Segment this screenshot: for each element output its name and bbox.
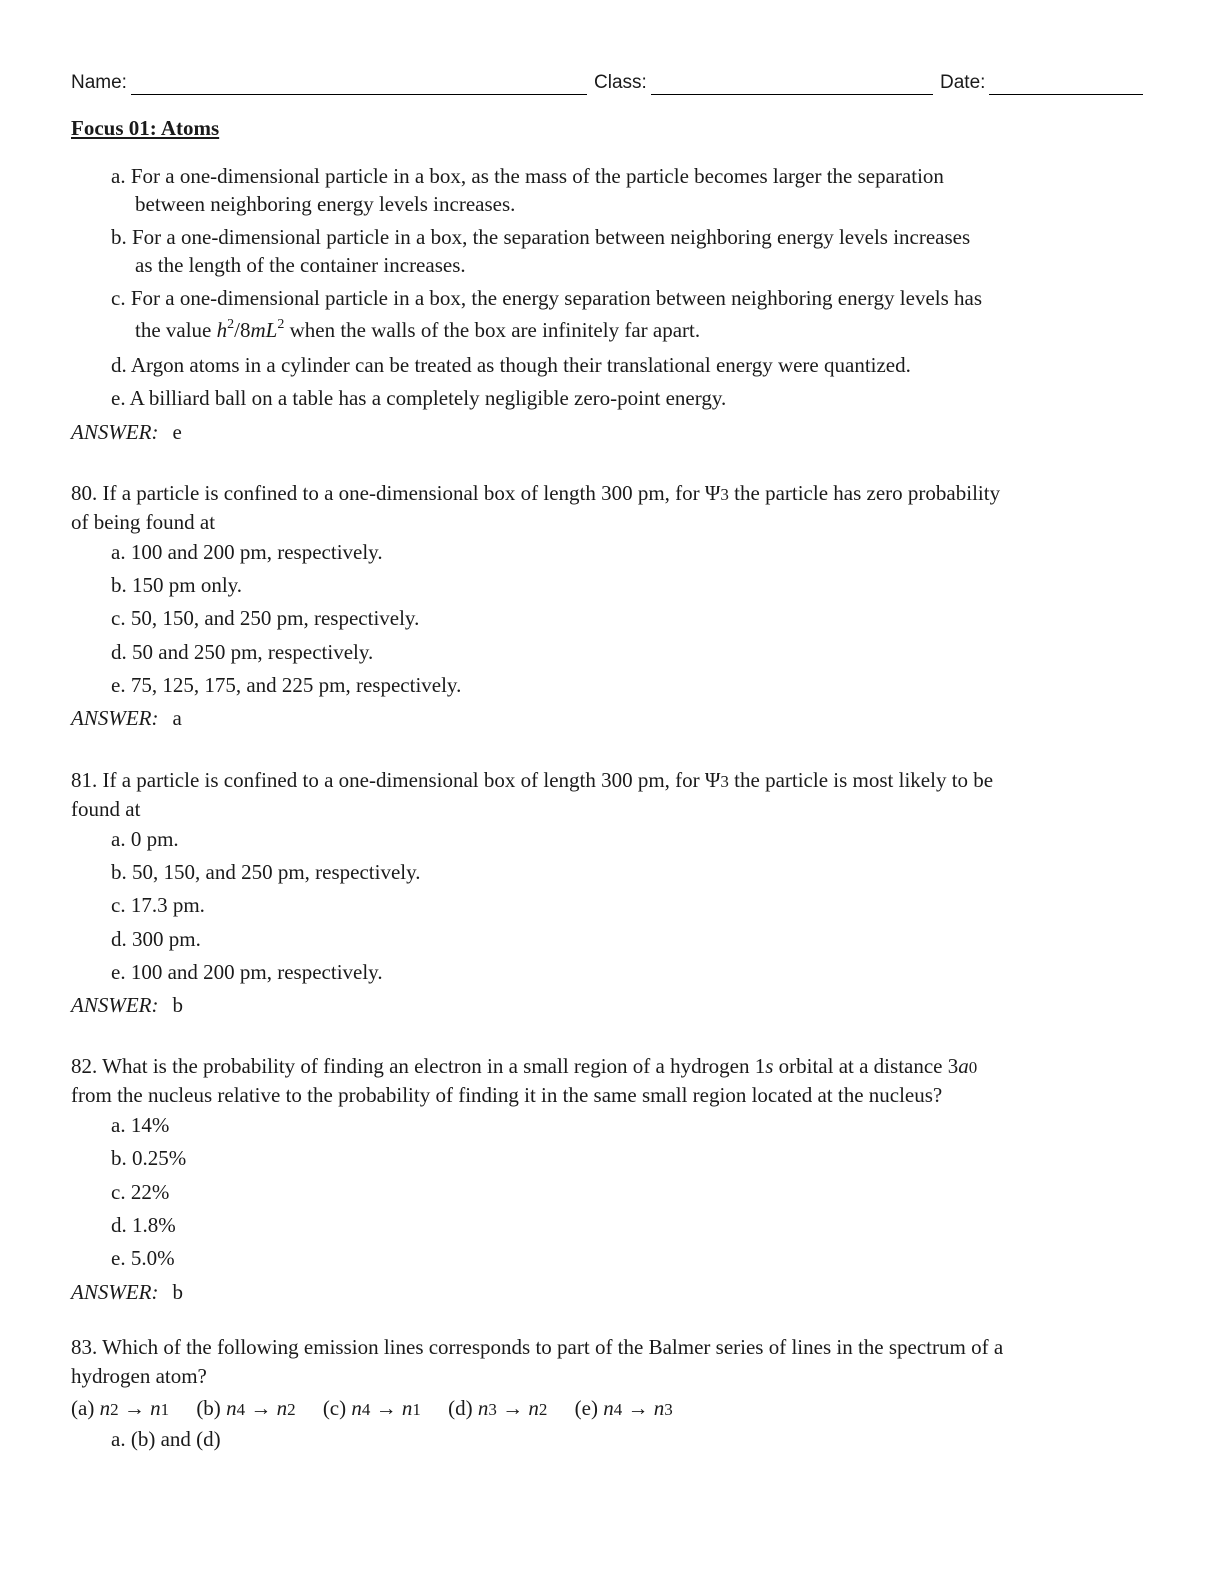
- question-text-continued: of being found at: [71, 510, 216, 534]
- transition: (e) n4 → n3: [574, 1396, 673, 1420]
- option-c-continued: the value $h^2/8mL^2$ when the walls of the box are infinitely far apart.: [135, 317, 701, 342]
- option-c: c. 22%: [111, 1180, 170, 1204]
- option-d: d. 300 pm.: [111, 927, 201, 951]
- question-text-continued: from the nucleus relative to the probability of finding it in the same small region located at the nucleus?: [71, 1083, 943, 1107]
- answer: ANSWER: b: [71, 993, 183, 1017]
- name-field[interactable]: [131, 94, 587, 95]
- date-field[interactable]: [989, 94, 1143, 95]
- question-text: 82. What is the probability of finding an electron in a small region of a hydrogen 1s orbital at a distance 3a0: [71, 1054, 978, 1078]
- option-a: a. 0 pm.: [111, 827, 179, 851]
- option-a: a. For a one-dimensional particle in a box, as the mass of the particle becomes larger the separation: [111, 164, 944, 188]
- transition: (b) n4 → n2: [196, 1396, 296, 1420]
- option-d: d. 1.8%: [111, 1213, 176, 1237]
- option-b: b. 150 pm only.: [111, 573, 243, 597]
- option-b: b. 50, 150, and 250 pm, respectively.: [111, 860, 421, 884]
- option-e: e. 75, 125, 175, and 225 pm, respectively.: [111, 673, 462, 697]
- name-label: Name:: [71, 72, 127, 93]
- transition: (c) n4 → n1: [322, 1396, 421, 1420]
- student-info-header: [71, 72, 1146, 102]
- option-a: a. 100 and 200 pm, respectively.: [111, 540, 383, 564]
- option-b: b. For a one-dimensional particle in a box, the separation between neighboring energy levels increases: [111, 225, 971, 249]
- option-c: c. 17.3 pm.: [111, 893, 205, 917]
- question-text: 81. If a particle is confined to a one-dimensional box of length 300 pm, for Ψ3 the particle is most likely to be: [71, 768, 994, 792]
- option-b: b. 0.25%: [111, 1146, 187, 1170]
- option-b-continued: as the length of the container increases.: [135, 253, 466, 277]
- option-e: e. 100 and 200 pm, respectively.: [111, 960, 383, 984]
- transition: (d) n3 → n2: [448, 1396, 548, 1420]
- class-label: Class:: [594, 72, 647, 93]
- option-d: d. Argon atoms in a cylinder can be treated as though their translational energy were quantized.: [111, 353, 911, 377]
- option-a-continued: between neighboring energy levels increases.: [135, 192, 516, 216]
- question-text: 83. Which of the following emission lines corresponds to part of the Balmer series of lines in the spectrum of a: [71, 1335, 1004, 1359]
- question-text: 80. If a particle is confined to a one-dimensional box of length 300 pm, for Ψ3 the particle has zero probability: [71, 481, 1001, 505]
- answer: ANSWER: a: [71, 706, 182, 730]
- question-text-continued: hydrogen atom?: [71, 1364, 207, 1388]
- answer: ANSWER: e: [71, 420, 182, 444]
- date-label: Date:: [940, 72, 986, 93]
- option-a: a. (b) and (d): [111, 1427, 221, 1451]
- section-title: Focus 01: Atoms: [71, 116, 220, 140]
- option-e: e. A billiard ball on a table has a completely negligible zero-point energy.: [111, 386, 727, 410]
- option-c: c. 50, 150, and 250 pm, respectively.: [111, 606, 420, 630]
- transition-list: [71, 1396, 673, 1421]
- class-field[interactable]: [651, 94, 933, 95]
- option-e: e. 5.0%: [111, 1246, 175, 1270]
- question-text-continued: found at: [71, 797, 141, 821]
- option-d: d. 50 and 250 pm, respectively.: [111, 640, 374, 664]
- option-c: c. For a one-dimensional particle in a box, the energy separation between neighboring energy levels has: [111, 286, 983, 310]
- transition: (a) n2 → n1: [71, 1396, 170, 1420]
- option-a: a. 14%: [111, 1113, 170, 1137]
- answer: ANSWER: b: [71, 1280, 183, 1304]
